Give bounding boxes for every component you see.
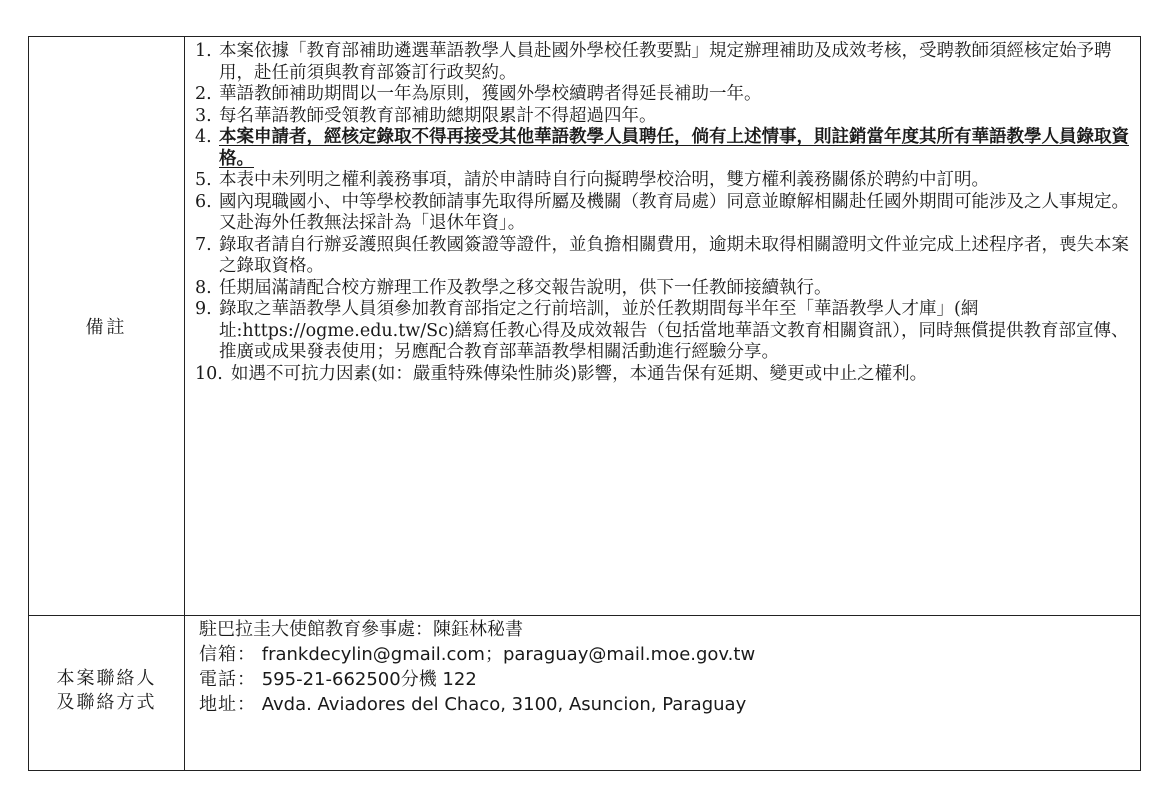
note-number: 9. xyxy=(195,299,212,319)
note-number: 4. xyxy=(195,127,212,147)
note-text: 國內現職國小、中等學校教師請事先取得所屬及機關（教育局處）同意並瞭解相關赴任國外期間可能涉及之人事規定。又赴海外任教無法採計為「退休年資」。 xyxy=(219,191,1129,233)
note-item xyxy=(195,84,1135,106)
note-number: 3. xyxy=(195,105,212,126)
remarks-label: 備註 xyxy=(85,317,128,338)
row-divider xyxy=(29,615,1140,616)
note-text: 錄取者請自行辦妥護照與任教國簽證等證件，並負擔相關費用，逾期未取得相關證明文件並完成上述程序者，喪失本案之錄取資格。 xyxy=(219,234,1129,276)
note-text: 錄取之華語教學人員須參加教育部指定之行前培訓，並於任教期間每半年至「華語教學人才庫」(網址:https://ogme.edu.tw/Sc)繕寫任教心得及成效報告（包括當地華語文教育相關資訊），同時無償提供教育部宣傳、推廣或成果發表使用；另應配合教育部華語教學相關活動進行經驗分享。 xyxy=(219,299,1129,362)
note-item xyxy=(195,106,1135,128)
contact-label-line2: 及聯絡方式 xyxy=(56,692,157,713)
contact-label-line1: 本案聯絡人 xyxy=(56,668,157,689)
note-item xyxy=(195,192,1135,235)
note-item xyxy=(195,170,1135,192)
address-label: 地址： xyxy=(199,694,256,715)
contact-email-row xyxy=(199,642,1099,667)
phone-label: 電話： xyxy=(199,669,256,690)
remarks-list xyxy=(195,41,1135,385)
note-item-emphasized xyxy=(195,127,1135,170)
email-value: frankdecylin@gmail.com；paraguay@mail.moe.gov.tw xyxy=(261,644,756,665)
phone-value: 595-21-662500分機 122 xyxy=(261,669,477,690)
note-item xyxy=(195,364,1135,386)
note-text: 如遇不可抗力因素(如：嚴重特殊傳染性肺炎)影響，本通告保有延期、變更或中止之權利。 xyxy=(231,363,928,384)
contact-phone-row xyxy=(199,667,1099,692)
note-text: 任期屆滿請配合校方辦理工作及教學之移交報告說明，供下一任教師接續執行。 xyxy=(219,277,832,298)
email-label: 信箱： xyxy=(199,644,256,665)
note-item xyxy=(195,278,1135,300)
contact-office: 駐巴拉圭大使館教育參事處：陳鈺林秘書 xyxy=(199,619,523,640)
note-number: 10. xyxy=(195,363,223,384)
note-text: 本表中未列明之權利義務事項，請於申請時自行向擬聘學校洽明，雙方權利義務關係於聘約中訂明。 xyxy=(219,170,989,190)
contact-info xyxy=(199,617,1099,717)
note-text: 本案申請者，經核定錄取不得再接受其他華語教學人員聘任，倘有上述情事，則註銷當年度其所有華語教學人員錄取資格。 xyxy=(219,127,1129,169)
note-item xyxy=(195,235,1135,278)
address-value: Avda. Aviadores del Chaco, 3100, Asuncion, Paraguay xyxy=(261,694,747,715)
note-text: 每名華語教師受領教育部補助總期限累計不得超過四年。 xyxy=(219,105,657,126)
note-number: 5. xyxy=(195,170,212,190)
contact-address-row xyxy=(199,692,1099,717)
note-text: 本案依據「教育部補助遴選華語教學人員赴國外學校任教要點」規定辦理補助及成效考核，受聘教師須經核定始予聘用，赴任前須與教育部簽訂行政契約。 xyxy=(219,41,1112,83)
note-number: 8. xyxy=(195,277,212,298)
column-divider xyxy=(184,37,185,770)
note-number: 1. xyxy=(195,41,212,61)
note-number: 6. xyxy=(195,191,212,212)
contact-label xyxy=(29,667,184,715)
note-number: 7. xyxy=(195,234,212,255)
note-item xyxy=(195,299,1135,364)
document-table xyxy=(28,36,1141,771)
note-item xyxy=(195,41,1135,84)
note-text: 華語教師補助期間以一年為原則，獲國外學校續聘者得延長補助一年。 xyxy=(219,84,762,104)
note-number: 2. xyxy=(195,84,212,104)
